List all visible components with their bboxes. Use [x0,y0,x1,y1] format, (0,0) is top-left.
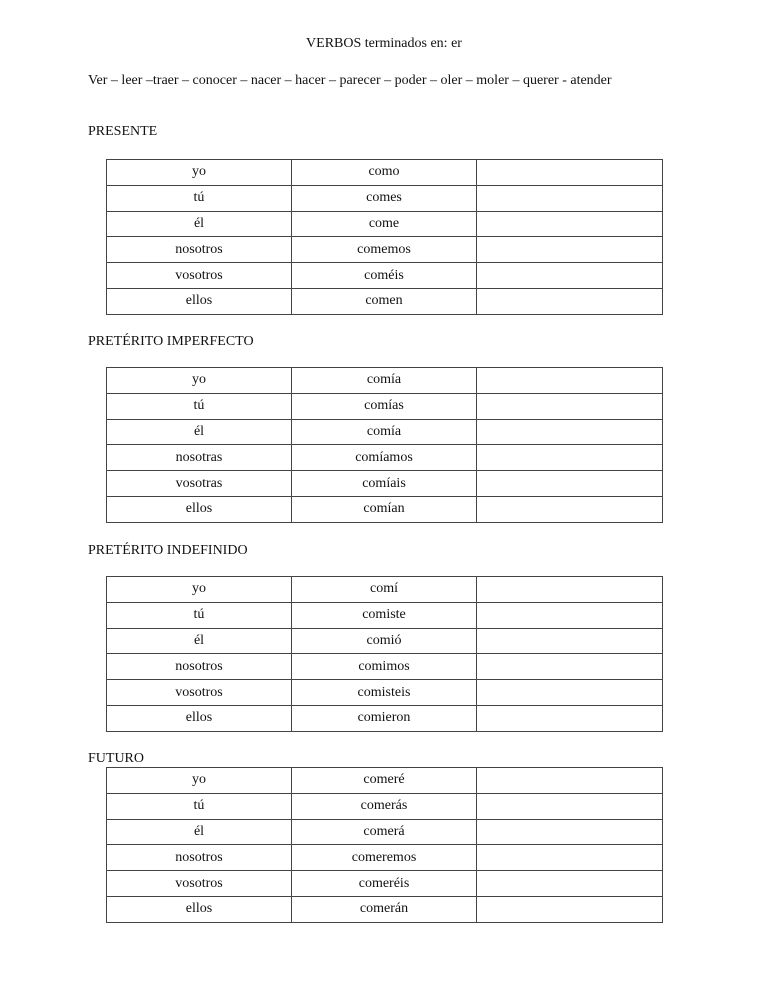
form-cell: comías [292,393,477,419]
form-cell: coméis [292,263,477,289]
pronoun-cell: él [107,628,292,654]
form-cell: como [292,160,477,186]
pronoun-cell: vosotros [107,871,292,897]
table-row [107,628,663,654]
pronoun-cell: nosotras [107,445,292,471]
verb-list: Ver – leer –traer – conocer – nacer – hacer – parecer – poder – oler – moler – querer - atender [88,73,612,88]
pronoun-cell: tú [107,793,292,819]
answer-cell [477,496,663,522]
form-cell: comían [292,496,477,522]
form-cell: comí [292,577,477,603]
form-cell: comíais [292,471,477,497]
form-cell: comía [292,368,477,394]
form-cell: comeréis [292,871,477,897]
table-row [107,602,663,628]
table-row [107,185,663,211]
page-title: VERBOS terminados en: er [306,36,462,51]
table-row [107,393,663,419]
pronoun-cell: él [107,419,292,445]
answer-cell [477,654,663,680]
form-cell: comimos [292,654,477,680]
form-cell: comemos [292,237,477,263]
table-row [107,496,663,522]
table-row [107,896,663,922]
table-row [107,654,663,680]
form-cell: comeré [292,768,477,794]
answer-cell [477,602,663,628]
answer-cell [477,211,663,237]
form-cell: comiste [292,602,477,628]
table-row [107,160,663,186]
section-title-futuro: FUTURO [88,751,145,766]
answer-cell [477,471,663,497]
section-title-preterito-imperfecto: PRETÉRITO IMPERFECTO [88,334,254,349]
answer-cell [477,896,663,922]
table-row [107,288,663,314]
pronoun-cell: ellos [107,496,292,522]
pronoun-cell: él [107,211,292,237]
pronoun-cell: vosotras [107,471,292,497]
form-cell: comieron [292,705,477,731]
answer-cell [477,628,663,654]
answer-cell [477,263,663,289]
table-row [107,211,663,237]
table-row [107,680,663,706]
form-cell: comerá [292,819,477,845]
pronoun-cell: tú [107,393,292,419]
table-row [107,445,663,471]
section-title-preterito-indefinido: PRETÉRITO INDEFINIDO [88,543,248,558]
answer-cell [477,368,663,394]
answer-cell [477,445,663,471]
table-row [107,577,663,603]
table-row [107,819,663,845]
section-title-presente: PRESENTE [88,124,158,139]
pronoun-cell: nosotros [107,845,292,871]
answer-cell [477,185,663,211]
pronoun-cell: ellos [107,896,292,922]
pronoun-cell: yo [107,577,292,603]
answer-cell [477,793,663,819]
table-row [107,793,663,819]
table-preterito-indefinido [106,576,663,732]
answer-cell [477,419,663,445]
pronoun-cell: vosotros [107,263,292,289]
form-cell: comeremos [292,845,477,871]
table-futuro [106,767,663,923]
pronoun-cell: yo [107,768,292,794]
answer-cell [477,819,663,845]
table-row [107,237,663,263]
pronoun-cell: ellos [107,705,292,731]
form-cell: come [292,211,477,237]
table-row [107,471,663,497]
pronoun-cell: nosotros [107,237,292,263]
answer-cell [477,160,663,186]
answer-cell [477,577,663,603]
pronoun-cell: yo [107,160,292,186]
form-cell: comíamos [292,445,477,471]
form-cell: comió [292,628,477,654]
pronoun-cell: nosotros [107,654,292,680]
table-presente [106,159,663,315]
pronoun-cell: yo [107,368,292,394]
form-cell: comerás [292,793,477,819]
table-row [107,705,663,731]
table-row [107,419,663,445]
pronoun-cell: él [107,819,292,845]
answer-cell [477,393,663,419]
answer-cell [477,288,663,314]
answer-cell [477,705,663,731]
table-row [107,263,663,289]
table-row [107,768,663,794]
form-cell: comisteis [292,680,477,706]
pronoun-cell: vosotros [107,680,292,706]
answer-cell [477,680,663,706]
table-preterito-imperfecto [106,367,663,523]
table-row [107,368,663,394]
form-cell: comerán [292,896,477,922]
pronoun-cell: tú [107,185,292,211]
pronoun-cell: ellos [107,288,292,314]
answer-cell [477,768,663,794]
answer-cell [477,845,663,871]
answer-cell [477,871,663,897]
form-cell: comen [292,288,477,314]
answer-cell [477,237,663,263]
form-cell: comes [292,185,477,211]
table-row [107,845,663,871]
form-cell: comía [292,419,477,445]
pronoun-cell: tú [107,602,292,628]
table-row [107,871,663,897]
